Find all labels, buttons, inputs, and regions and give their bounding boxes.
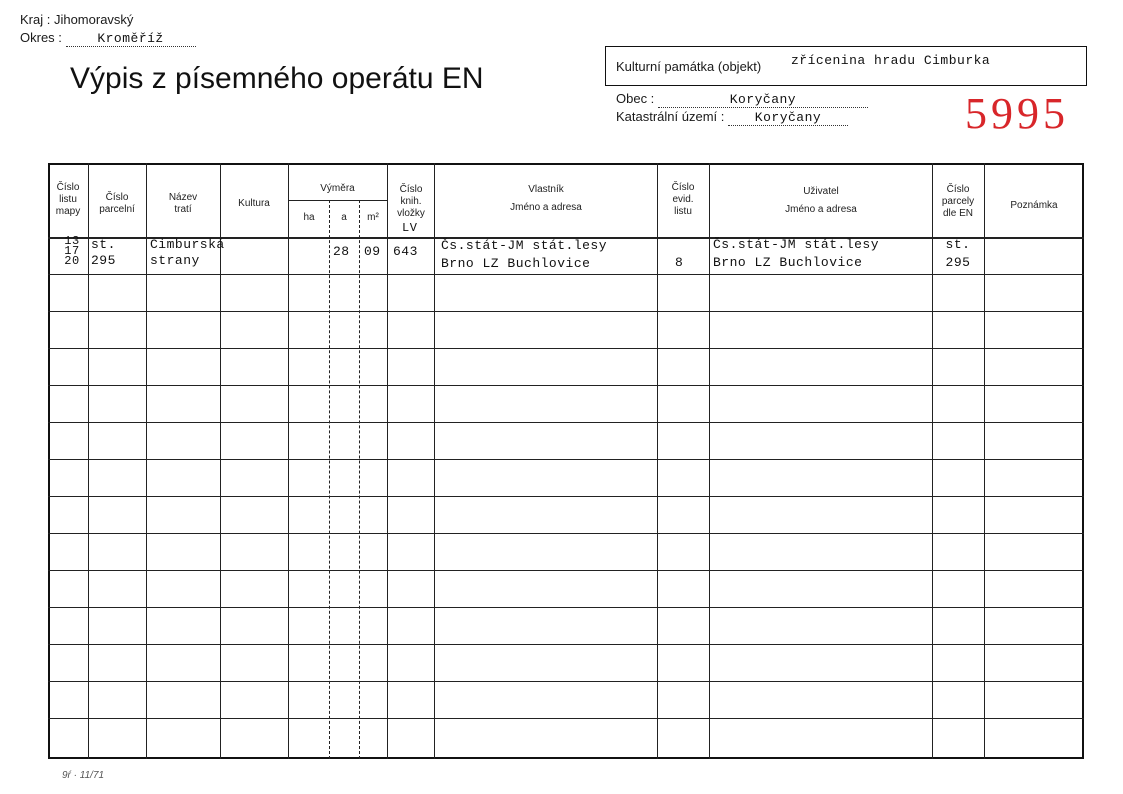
row1-cislo-evid: 8 <box>675 255 684 270</box>
kraj-label: Kraj : Jihomoravský <box>20 12 134 27</box>
row1-cislo-parcely-en: st. 295 <box>945 237 971 270</box>
row1-vlastnik: Čs.stát-JM stát.lesy Brno LZ Buchlovice <box>441 238 608 271</box>
col-kultura: Kultura <box>238 198 270 209</box>
col-poznamka: Poznámka <box>1010 200 1058 211</box>
obec-row <box>616 91 868 108</box>
col-nazev-trati: Název tratí <box>168 192 198 215</box>
col-vymera: Výměra <box>320 183 355 194</box>
col-cislo-parcelni: Číslo parcelní <box>99 192 135 215</box>
katastr-row <box>616 109 848 126</box>
col-cislo-listu-mapy: Číslo listu mapy <box>55 182 81 217</box>
col-cislo-parcely-en: Číslo parcely dle EN <box>941 184 975 219</box>
col-uzivatel: Uživatel Jméno a adresa <box>785 186 857 215</box>
row1-lv: LV <box>402 221 418 235</box>
katastr-label: Katastrální území : <box>616 109 725 124</box>
obec-label: Obec : <box>616 91 655 106</box>
obec-value: Koryčany <box>658 92 868 108</box>
row1-vymera-a: 28 <box>333 244 350 259</box>
row1-uzivatel: Čs.stát-JM stát.lesy Brno LZ Buchlovice <box>713 237 880 270</box>
katastr-value: Koryčany <box>728 110 848 126</box>
row1-cislo-listu: 13 17 20 <box>64 234 80 268</box>
col-cislo-evid-listu: Číslo evid. listu <box>671 182 695 217</box>
row1-vymera-m2: 09 <box>364 244 381 259</box>
col-ha: ha <box>303 212 315 223</box>
row1-cislo-knih: 643 <box>393 244 418 259</box>
col-cislo-knih-vlozky: Číslo knih. vložky <box>397 184 425 219</box>
footer-mark: 9ŕ · 11/71 <box>62 770 105 781</box>
document-number: 5995 <box>965 89 1069 138</box>
kulturni-pamatka-label: Kulturní památka (objekt) <box>616 59 762 74</box>
row1-nazev-trati: Cimburská strany <box>150 237 225 268</box>
okres-label: Okres : <box>20 30 62 45</box>
kulturni-pamatka-value: zřícenina hradu Cimburka <box>791 53 991 68</box>
col-m2: m² <box>367 212 379 223</box>
kulturni-pamatka-box <box>605 46 1087 86</box>
col-vlastnik: Vlastník Jméno a adresa <box>510 184 582 213</box>
okres-row <box>20 30 196 47</box>
col-a: a <box>341 212 347 223</box>
row1-cislo-parcelni: st. 295 <box>91 237 116 268</box>
page-title: Výpis z písemného operátu EN <box>70 62 484 95</box>
okres-value: Kroměříž <box>66 31 196 47</box>
